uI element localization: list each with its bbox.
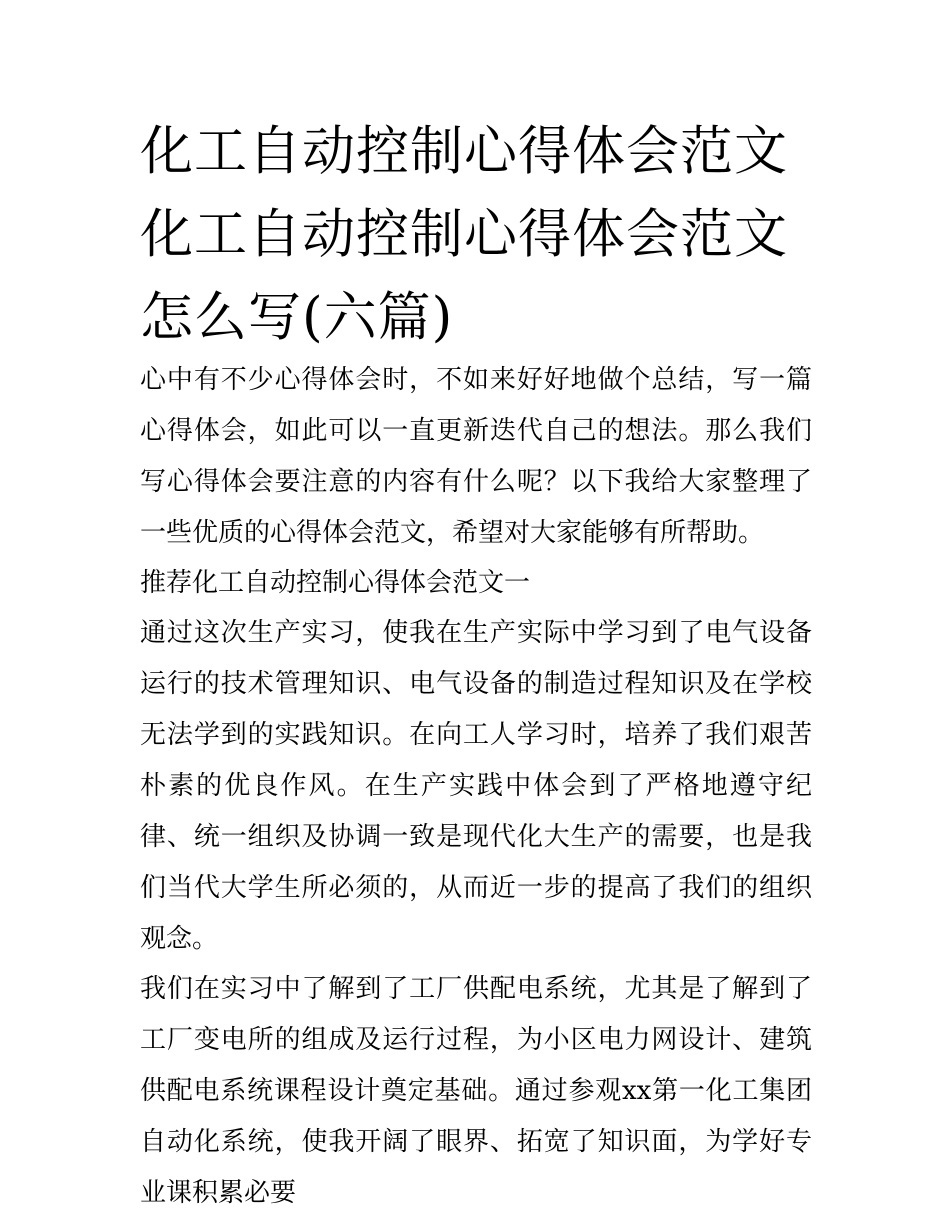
section-heading: 推荐化工自动控制心得体会范文一	[140, 568, 531, 598]
document-title: 化工自动控制心得体会范文 化工自动控制心得体会范文怎么写(六篇)	[140, 121, 788, 348]
body-paragraph: 通过这次生产实习，使我在生产实际中学习到了电气设备运行的技术管理知识、电气设备的制造过程知识及在学校无法学到的实践知识。在向工人学习时，培养了我们艰苦朴素的优良作风。在生产实践中体会到了严格地遵守纪律、统一组织及协调一致是现代化大生产的需要，也是我们当代大学生所必须的，从而近一步的提高了我们的组织观念。	[140, 618, 812, 954]
document-body	[140, 355, 812, 1218]
intro-paragraph: 心中有不少心得体会时，不如来好好地做个总结，写一篇心得体会，如此可以一直更新迭代自己的想法。那么我们写心得体会要注意的内容有什么呢？以下我给大家整理了一些优质的心得体会范文，希望对大家能够有所帮助。	[140, 365, 812, 548]
body-paragraph: 我们在实习中了解到了工厂供配电系统，尤其是了解到了工厂变电所的组成及运行过程，为小区电力网设计、建筑供配电系统课程设计奠定基础。通过参观xx第一化工集团自动化系统，使我开阔了眼界、拓宽了知识面，为学好专业课积累必要	[140, 974, 812, 1208]
